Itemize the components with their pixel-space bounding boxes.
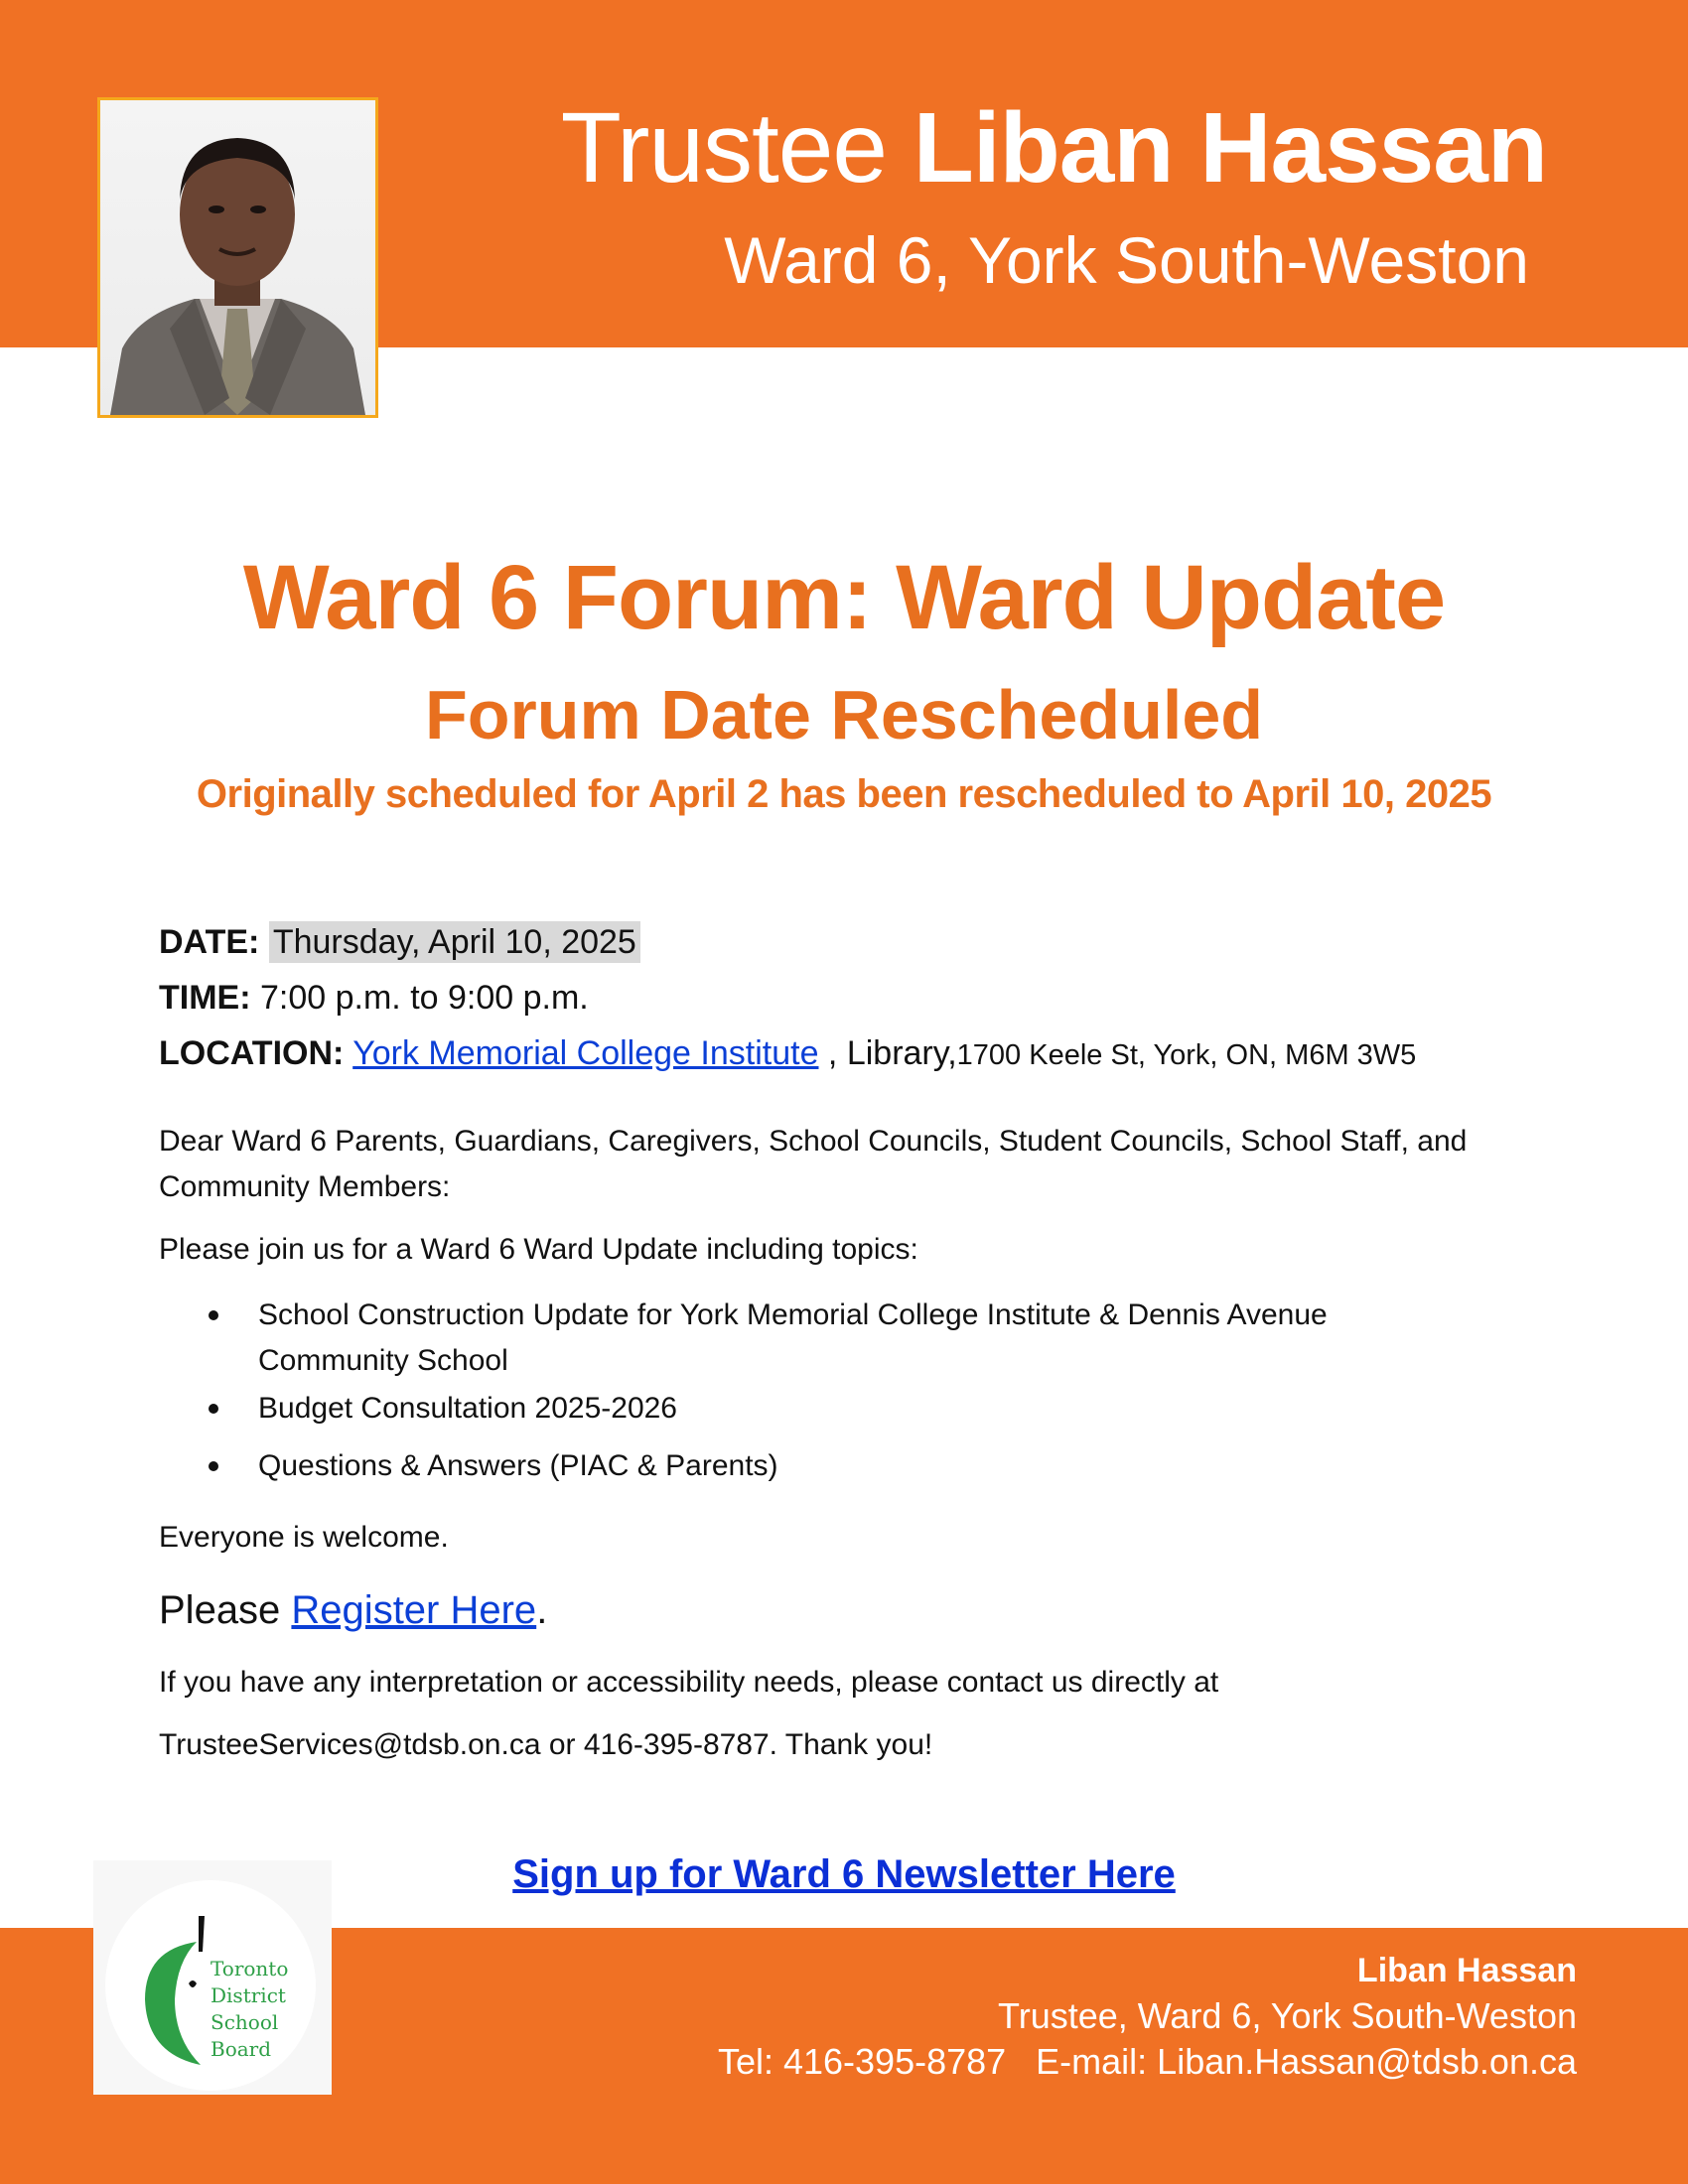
location-row (159, 1034, 1416, 1073)
location-link[interactable]: York Memorial College Institute (352, 1034, 819, 1072)
logo-circle (105, 1880, 316, 2091)
topic-text: Budget Consultation 2025-2026 (258, 1392, 677, 1425)
date-value: Thursday, April 10, 2025 (269, 921, 640, 963)
topic-text: School Construction Update for York Memorial College Institute & Dennis Avenue Community School (258, 1298, 1328, 1377)
title-prefix: Trustee (560, 92, 914, 204)
logo-line: School (211, 2010, 279, 2034)
bullet-icon (209, 1461, 218, 1471)
time-row (159, 979, 589, 1018)
greeting-paragraph: Dear Ward 6 Parents, Guardians, Caregivers, School Councils, Student Councils, School Staff, and Community Members: (159, 1125, 1468, 1203)
footer-contact: Tel: 416-395-8787 E-mail: Liban.Hassan@tdsb.on.ca (717, 2041, 1577, 2082)
topic-text: Questions & Answers (PIAC & Parents) (258, 1449, 778, 1482)
logo-line: Board (211, 2037, 272, 2061)
location-address: 1700 Keele St, York, ON, M6M 3W5 (956, 1039, 1417, 1071)
person-portrait-icon (100, 100, 375, 415)
register-line (159, 1588, 547, 1633)
list-item (159, 1293, 1450, 1384)
reschedule-note: Originally scheduled for April 2 has been rescheduled to April 10, 2025 (196, 772, 1492, 816)
logo-line: District (211, 1983, 286, 2007)
logo-line: Toronto (211, 1957, 289, 1980)
date-label: DATE: (159, 923, 260, 961)
register-prefix: Please (159, 1588, 292, 1632)
time-label: TIME: (159, 979, 251, 1017)
trustee-title (561, 91, 1547, 205)
register-link[interactable]: Register Here (291, 1588, 537, 1632)
accessibility-line-2: TrusteeServices@tdsb.on.ca or 416-395-8787. Thank you! (159, 1728, 933, 1761)
topics-list (159, 1293, 1450, 1489)
newsletter-link[interactable]: Sign up for Ward 6 Newsletter Here (512, 1852, 1176, 1896)
list-item (159, 1443, 1450, 1489)
ward-subtitle: Ward 6, York South-Weston (724, 223, 1529, 297)
time-value: 7:00 p.m. to 9:00 p.m. (260, 979, 589, 1017)
register-suffix: . (536, 1588, 548, 1632)
trustee-photo (97, 97, 378, 418)
location-label: LOCATION: (159, 1034, 345, 1072)
location-room: , Library, (818, 1034, 957, 1072)
welcome-text: Everyone is welcome. (159, 1521, 449, 1554)
page-title: Ward 6 Forum: Ward Update (242, 547, 1446, 648)
list-item (159, 1386, 1450, 1432)
tdsb-logo (93, 1860, 332, 2095)
page-subtitle: Forum Date Rescheduled (424, 676, 1264, 753)
bullet-icon (209, 1404, 218, 1414)
accessibility-line-1: If you have any interpretation or accessibility needs, please contact us directly at (159, 1666, 1219, 1699)
date-row (159, 923, 640, 962)
intro-paragraph: Please join us for a Ward 6 Ward Update including topics: (159, 1233, 918, 1266)
footer-role: Trustee, Ward 6, York South-Weston (998, 1995, 1577, 2036)
footer-name: Liban Hassan (1356, 1952, 1577, 1989)
bullet-icon (209, 1310, 218, 1320)
logo-wordmark (211, 1956, 288, 2063)
title-name: Liban Hassan (913, 92, 1547, 204)
